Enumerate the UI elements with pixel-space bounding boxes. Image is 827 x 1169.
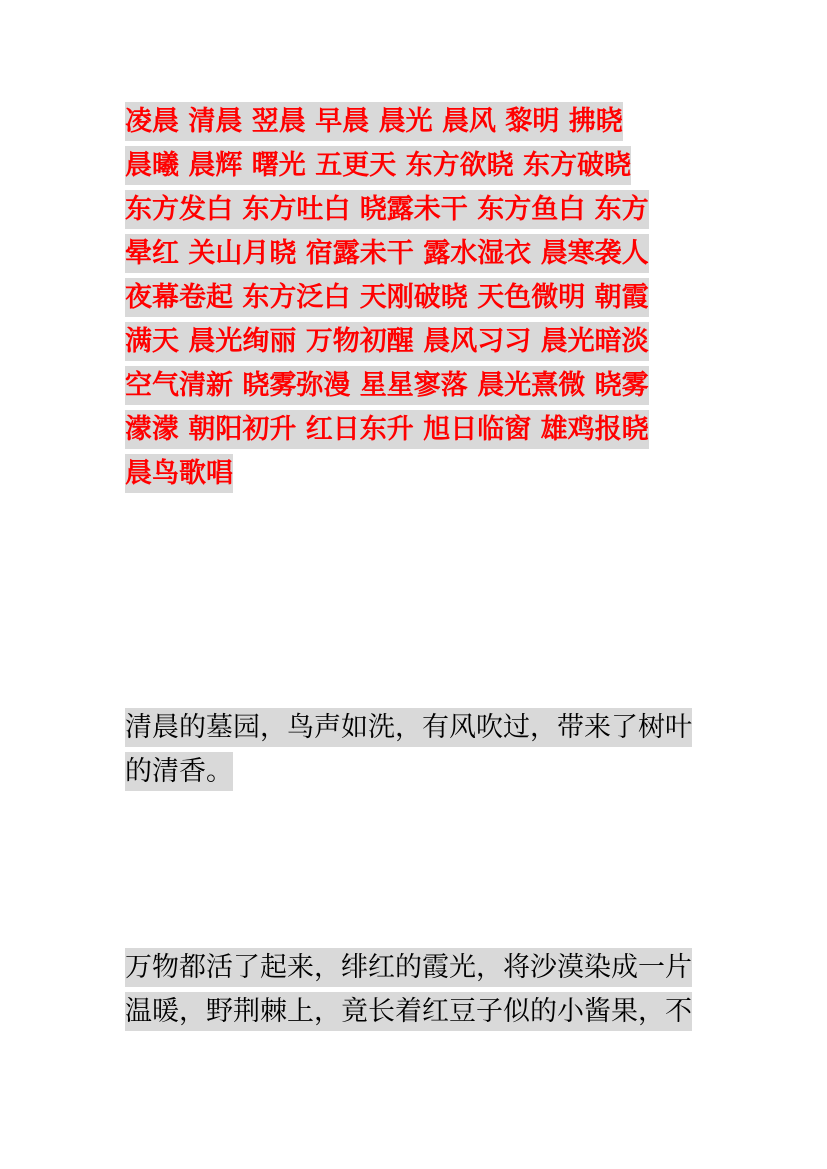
paragraph-line (125, 946, 725, 990)
word-list-line (125, 232, 725, 276)
synonym-word-list (125, 100, 725, 496)
example-paragraph-2 (125, 946, 725, 1034)
word-list-line (125, 452, 725, 496)
word-list-text: 晨鸟歌唱 (125, 454, 233, 493)
word-list-line (125, 188, 725, 232)
word-list-text: 空气清新 晓雾弥漫 星星寥落 晨光熹微 晓雾 (125, 366, 649, 405)
word-list-line (125, 144, 725, 188)
word-list-text: 晨曦 晨辉 曙光 五更天 东方欲晓 东方破晓 (125, 146, 631, 185)
paragraph-line (125, 750, 725, 794)
word-list-text: 凌晨 清晨 翌晨 早晨 晨光 晨风 黎明 拂晓 (125, 102, 623, 141)
word-list-line (125, 276, 725, 320)
word-list-text: 晕红 关山月晓 宿露未干 露水湿衣 晨寒袭人 (125, 234, 649, 273)
word-list-text: 满天 晨光绚丽 万物初醒 晨风习习 晨光暗淡 (125, 322, 649, 361)
example-paragraph-1 (125, 706, 725, 794)
word-list-line (125, 364, 725, 408)
paragraph-text: 清晨的墓园，鸟声如洗，有风吹过，带来了树叶 (125, 708, 692, 747)
paragraph-line (125, 990, 725, 1034)
word-list-line (125, 408, 725, 452)
paragraph-line (125, 706, 725, 750)
word-list-text: 濛濛 朝阳初升 红日东升 旭日临窗 雄鸡报晓 (125, 410, 649, 449)
word-list-text: 夜幕卷起 东方泛白 天刚破晓 天色微明 朝霞 (125, 278, 649, 317)
paragraph-text: 万物都活了起来，绯红的霞光，将沙漠染成一片 (125, 948, 692, 987)
paragraph-text: 的清香。 (125, 752, 233, 791)
word-list-line (125, 320, 725, 364)
word-list-line (125, 100, 725, 144)
paragraph-text: 温暖，野荆棘上，竟长着红豆子似的小酱果，不 (125, 992, 692, 1031)
word-list-text: 东方发白 东方吐白 晓露未干 东方鱼白 东方 (125, 190, 649, 229)
